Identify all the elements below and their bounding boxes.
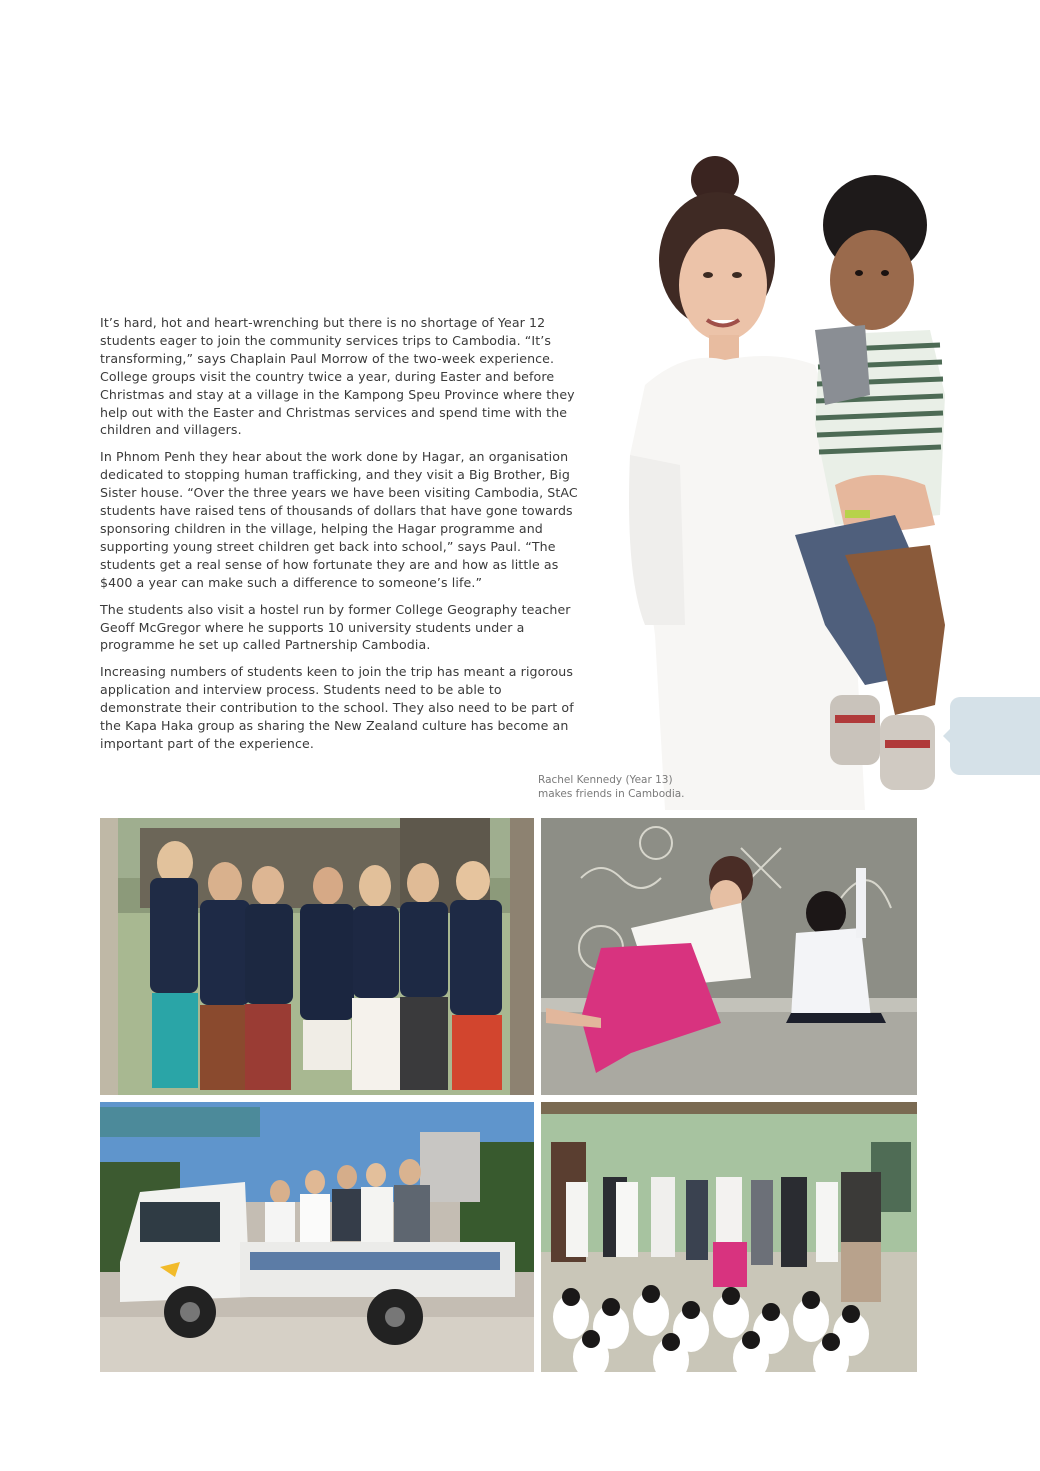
caption-line: Rachel Kennedy (Year 13) — [538, 774, 673, 786]
photo-caption — [538, 773, 708, 801]
truck-photo — [100, 1102, 534, 1372]
portrait-photo — [625, 155, 950, 810]
page-tab — [950, 697, 1040, 775]
article-body — [100, 314, 580, 762]
article-paragraph: In Phnom Penh they hear about the work done by Hagar, an organisation dedicated to stopping human trafficking, and they visit a Big Brother, Big Sister house. “Over the three years we have been visiting Cambodia, StAC students have raised tens of thousands of dollars that have gone towards sponsoring children in the village, helping the Hagar programme and supporting young street children get back into school,” says Paul. “The students get a real sense of how fortunate they are and how as little as $400 a year can make such a difference to someone’s life.” — [100, 449, 578, 590]
article-paragraph: The students also visit a hostel run by former College Geography teacher Geoff McGregor where he supports 10 university students under a programme he set up called Partnership Cambodia. — [100, 601, 571, 653]
classroom-photo — [541, 1102, 917, 1372]
caption-line: makes friends in Cambodia. — [538, 788, 685, 800]
article-paragraph: Increasing numbers of students keen to join the trip has meant a rigorous application and interview process. Students need to be able to demonstrate their contribution to the school. They also need to be part of the Kapa Haka group as sharing the New Zealand culture has become an important part of the experience. — [100, 664, 574, 751]
article-paragraph: It’s hard, hot and heart-wrenching but there is no shortage of Year 12 students eager to join the community services trips to Cambodia. “It’s transforming,” says Chaplain Paul Morrow of the two-week experience. College groups visit the country twice a year, during Easter and before Christmas and stay at a village in the Kampong Speu Province where they help out with the Easter and Christmas services and spend time with the children and villagers. — [100, 315, 575, 438]
chalk-drawing-photo — [541, 818, 917, 1095]
group-photo — [100, 818, 534, 1095]
